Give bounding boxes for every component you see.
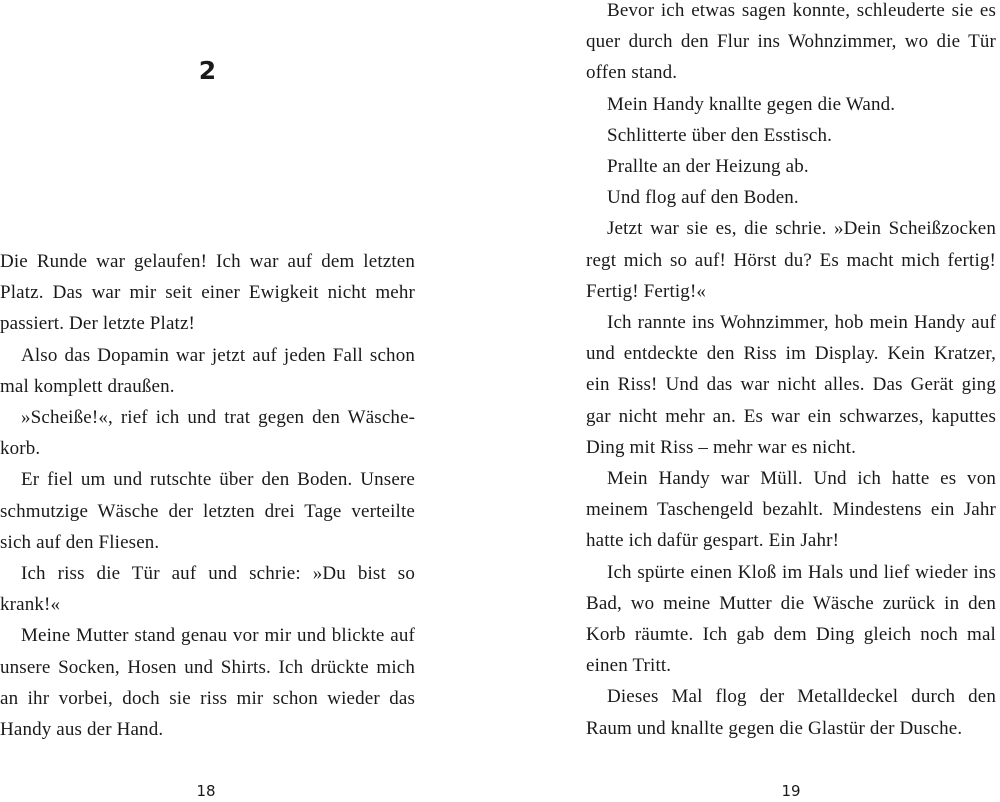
left-page-body xyxy=(0,246,415,745)
paragraph: Prallte an der Heizung ab. xyxy=(607,156,809,178)
paragraph: Also das Dopamin war jetzt auf jeden Fall schon mal komplett draußen. xyxy=(0,344,415,397)
paragraph: Ich rannte ins Wohnzimmer, hob mein Handy auf und entdeckte den Riss im Display. Kein Kratzer, ein Riss! Und das war nicht alles. Das Gerät ging gar nicht mehr an. Es war ein schwarzes, kaputtes Ding mit Riss – mehr war es nicht. xyxy=(586,312,996,458)
paragraph: Mein Handy war Müll. Und ich hatte es von meinem Taschengeld bezahlt. Mindestens ein Jahr hatte ich dafür gespart. Ein Jahr! xyxy=(586,468,996,552)
paragraph: Dieses Mal flog der Metalldeckel durch den Raum und knallte gegen die Glastür der Dusche. xyxy=(586,686,996,739)
paragraph: Mein Handy knallte gegen die Wand. xyxy=(607,93,896,115)
paragraph: Jetzt war sie es, die schrie. »Dein Scheißzocken regt mich so auf! Hörst du? Es macht mich fertig! Fertig! Fertig!« xyxy=(586,218,996,302)
paragraph: Er fiel um und rutschte über den Boden. Unsere schmutzige Wäsche der letzten drei Tage verteilte sich auf den Fliesen. xyxy=(0,469,415,553)
left-page xyxy=(0,0,415,800)
page-number: 18 xyxy=(196,782,216,800)
right-page xyxy=(586,0,996,800)
page-number: 19 xyxy=(781,782,801,800)
paragraph: Bevor ich etwas sagen konnte, schleuderte sie es quer durch den Flur ins Wohnzimmer, wo die Tür offen stand. xyxy=(586,0,996,84)
chapter-number: 2 xyxy=(198,56,217,85)
paragraph: Ich spürte einen Kloß im Hals und lief wieder ins Bad, wo meine Mutter die Wäsche zurück in den Korb räumte. Ich gab dem Ding gleich noch mal einen Tritt. xyxy=(586,561,996,677)
right-page-body xyxy=(586,0,996,744)
paragraph: »Scheiße!«, rief ich und trat gegen den Wäschekorb. xyxy=(0,407,415,460)
paragraph: Schlitterte über den Esstisch. xyxy=(607,124,833,146)
paragraph: Und flog auf den Boden. xyxy=(607,187,799,209)
paragraph: Die Runde war gelaufen! Ich war auf dem letzten Platz. Das war mir seit einer Ewigkeit nicht mehr passiert. Der letzte Platz! xyxy=(0,251,415,335)
paragraph: Ich riss die Tür auf und schrie: »Du bist so krank!« xyxy=(0,563,415,616)
paragraph: Meine Mutter stand genau vor mir und blickte auf unsere Socken, Hosen und Shirts. Ich drückte mich an ihr vorbei, doch sie riss mir schon wieder das Handy aus der Hand. xyxy=(0,625,415,741)
